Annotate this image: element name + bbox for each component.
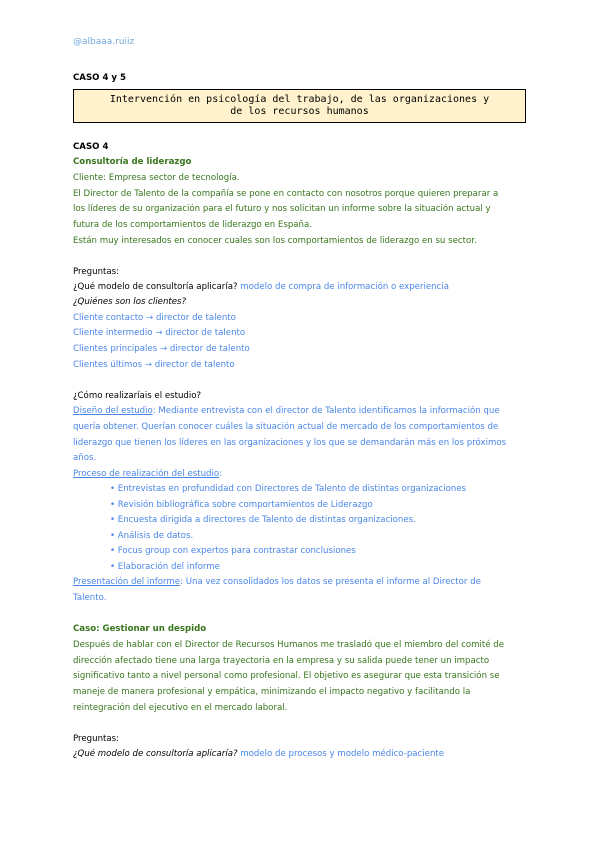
- diseno-line: años.: [73, 453, 97, 463]
- proceso-item: • Análisis de datos.: [110, 531, 194, 541]
- client-item: Clientes últimos → director de talento: [73, 360, 235, 370]
- presentacion-label: Presentación del informe: [73, 577, 181, 587]
- diseno-line: liderazgo que tienen los líderes en las organizaciones y los que se demandarán más en los próximos: [73, 438, 507, 448]
- answer-text: modelo de compra de información o experiencia: [237, 282, 449, 292]
- proceso-label: Proceso de realización del estudio: [73, 469, 220, 479]
- section-header: CASO 4 y 5: [73, 73, 126, 83]
- answer-text: modelo de procesos y modelo médico-paciente: [237, 749, 445, 759]
- title-line-1: Intervención en psicología del trabajo, de las organizaciones y: [109, 94, 490, 105]
- title-box: [73, 89, 526, 123]
- proceso-item: • Entrevistas en profundidad con Directores de Talento de distintas organizaciones: [110, 484, 467, 494]
- caso4-subtitle: Consultoría de liderazgo: [73, 157, 192, 167]
- caso4-line: futura de los comportamientos de liderazgo en España.: [73, 220, 312, 230]
- caso5-line: reintegración del ejecutivo en el mercado laboral.: [73, 703, 288, 713]
- client-item: Clientes principales → director de talento: [73, 344, 250, 354]
- caso5-line: significativo tanto a nivel personal como profesional. El objetivo es asegurar que esta transición se: [73, 671, 500, 681]
- question-text: ¿Qué modelo de consultoría aplicaría?: [73, 282, 238, 292]
- proceso-item: • Revisión bibliográfica sobre comportamientos de Liderazgo: [110, 500, 373, 510]
- client-item: Cliente intermedio → director de talento: [73, 328, 246, 338]
- caso4-preguntas: Preguntas:: [73, 267, 120, 277]
- presentacion-line: [73, 576, 481, 588]
- diseno-line: quería obtener. Querían conocer cuáles la situación actual de mercado de los comportamientos de: [73, 422, 499, 432]
- caso4-heading: CASO 4: [73, 142, 109, 152]
- proceso-item: • Elaboración del informe: [110, 562, 220, 572]
- proceso-item: • Focus group con expertos para contrastar conclusiones: [110, 546, 356, 556]
- client-item: Cliente contacto → director de talento: [73, 313, 236, 323]
- proceso-line: [73, 468, 222, 480]
- caso5-preguntas: Preguntas:: [73, 734, 120, 744]
- caso4-line: Están muy interesados en conocer cuales son los comportamientos de liderazgo en su sector.: [73, 236, 477, 246]
- title-line-2: de los recursos humanos: [230, 106, 369, 117]
- diseno-line: [73, 405, 500, 417]
- caso4-line: El Director de Talento de la compañía se pone en contacto con nosotros porque quieren preparar a: [73, 189, 499, 199]
- caso4-line: los líderes de su organización para el futuro y nos solicitan un informe sobre la situación actual y: [73, 204, 491, 214]
- proceso-item: • Encuesta dirigida a directores de Talento de distintas organizaciones.: [110, 515, 416, 525]
- caso5-heading: Caso: Gestionar un despido: [73, 624, 207, 634]
- question-text: ¿Qué modelo de consultoría aplicaría?: [73, 749, 238, 759]
- proceso-suffix: :: [219, 469, 223, 479]
- caso4-question-2: ¿Quiénes son los clientes?: [73, 297, 187, 307]
- diseno-text: : Mediante entrevista con el director de Talento identificamos la información que: [152, 406, 500, 416]
- author-handle: @albaaa.ruiiz: [73, 37, 135, 47]
- caso4-question-1: [73, 281, 449, 293]
- caso5-line: maneje de manera profesional y empática, minimizando el impacto negativo y facilitando la: [73, 687, 471, 697]
- caso4-question-3: ¿Cómo realizaríais el estudio?: [73, 391, 202, 401]
- caso4-line: Cliente: Empresa sector de tecnología.: [73, 173, 240, 183]
- caso5-line: Después de hablar con el Director de Recursos Humanos me trasladó que el miembro del comité de: [73, 640, 505, 650]
- caso5-question-1: [73, 748, 444, 760]
- diseno-label: Diseño del estudio: [73, 406, 153, 416]
- caso5-line: dirección afectado tiene una larga trayectoria en la empresa y su salida puede tener un impacto: [73, 656, 490, 666]
- presentacion-line: Talento.: [73, 593, 107, 603]
- presentacion-text: : Una vez consolidados los datos se presenta el informe al Director de: [180, 577, 481, 587]
